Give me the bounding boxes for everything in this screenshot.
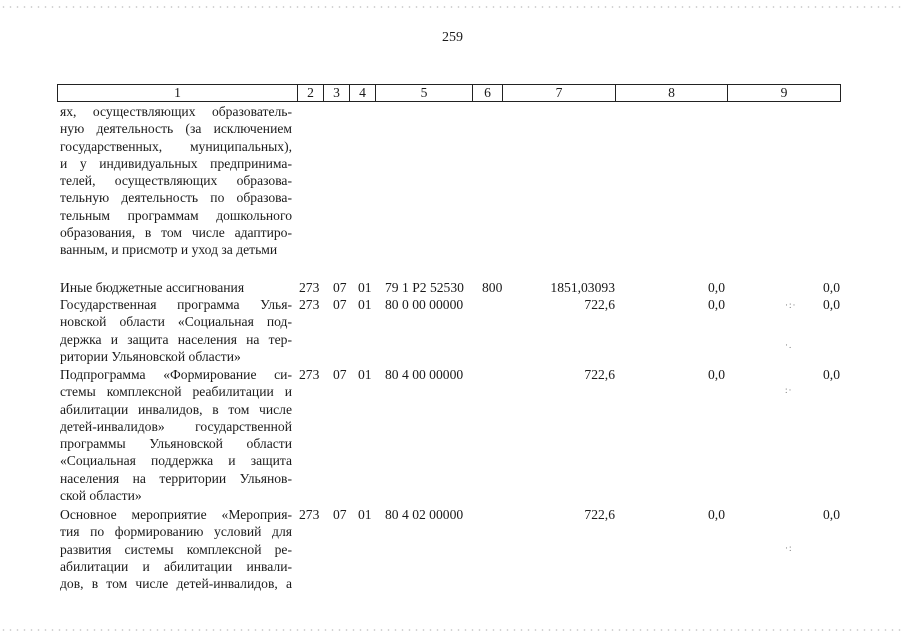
cell-ministry: 273	[299, 297, 320, 312]
row-name: ях, осуществляющих образователь- ную деятельность (за исключением государственных, муниципальных), и у индивидуальных предпринима- телей, осуществляющих образова- тельную деятельность по образова- тельным программам дошкольного образования, в том числе адаптиро- ванным, и присмотр и уход за детьми	[60, 104, 292, 258]
header-col-9: 9	[780, 85, 788, 100]
cell-subsection: 01	[358, 297, 372, 312]
cell-ministry: 273	[299, 367, 320, 382]
cell-ministry: 273	[299, 280, 320, 295]
cell-amount-9: 0,0	[823, 297, 840, 312]
row-name: Иные бюджетные ассигнования	[60, 280, 245, 295]
header-col-8: 8	[616, 85, 728, 101]
row-name: Государственная программа Улья- новской области «Социальная под- держка и защита населения на тер- ритории Ульяновской области»	[60, 297, 292, 364]
cell-amount-9: 0,0	[823, 280, 840, 295]
top-scan-edge	[0, 6, 905, 8]
cell-amount-7: 722,6	[584, 367, 615, 382]
page-number: 259	[442, 30, 463, 45]
cell-section: 07	[333, 507, 347, 522]
cell-amount-7: 722,6	[584, 297, 615, 312]
scan-speckle: ·.	[785, 340, 793, 350]
header-col-1: 1	[58, 85, 298, 101]
cell-target-article: 80 4 02 00000	[385, 507, 464, 522]
scan-speckle: :·	[785, 385, 793, 395]
cell-subsection: 01	[358, 280, 372, 295]
table-header-row	[57, 84, 841, 102]
scan-speckle: ·:·	[785, 300, 797, 310]
cell-amount-8: 0,0	[708, 367, 725, 382]
header-col-3: 3	[324, 85, 350, 101]
cell-amount-7: 722,6	[584, 507, 615, 522]
header-col-5: 5	[376, 85, 473, 101]
cell-target-article: 79 1 P2 52530	[385, 280, 464, 295]
header-col-7: 7	[503, 85, 616, 101]
cell-section: 07	[333, 367, 347, 382]
cell-subsection: 01	[358, 507, 372, 522]
cell-section: 07	[333, 280, 347, 295]
cell-amount-7: 1851,03093	[550, 280, 615, 295]
header-col-4: 4	[350, 85, 376, 101]
header-col-6: 6	[473, 85, 503, 101]
cell-amount-8: 0,0	[708, 280, 725, 295]
cell-amount-9: 0,0	[823, 507, 840, 522]
bottom-scan-edge	[0, 629, 905, 631]
cell-ministry: 273	[299, 507, 320, 522]
cell-subsection: 01	[358, 367, 372, 382]
header-col-2: 2	[298, 85, 324, 101]
cell-expense-type: 800	[482, 280, 503, 295]
cell-amount-8: 0,0	[708, 507, 725, 522]
scan-speckle: ·:	[785, 543, 793, 553]
row-name: Основное мероприятие «Мероприя- тия по формированию условий для развития системы комплексной ре- абилитации и абилитации инвали- дов, в том числе детей-инвалидов, а	[60, 507, 292, 592]
cell-target-article: 80 0 00 00000	[385, 297, 464, 312]
cell-section: 07	[333, 297, 347, 312]
cell-target-article: 80 4 00 00000	[385, 367, 464, 382]
row-name: Подпрограмма «Формирование си- стемы комплексной реабилитации и абилитации инвалидов, в том числе детей-инвалидов» государственной программы Ульяновской области «Социальная поддержка и защита населения на территории Ульянов- ской области»	[60, 367, 292, 504]
cell-amount-9: 0,0	[823, 367, 840, 382]
cell-amount-8: 0,0	[708, 297, 725, 312]
